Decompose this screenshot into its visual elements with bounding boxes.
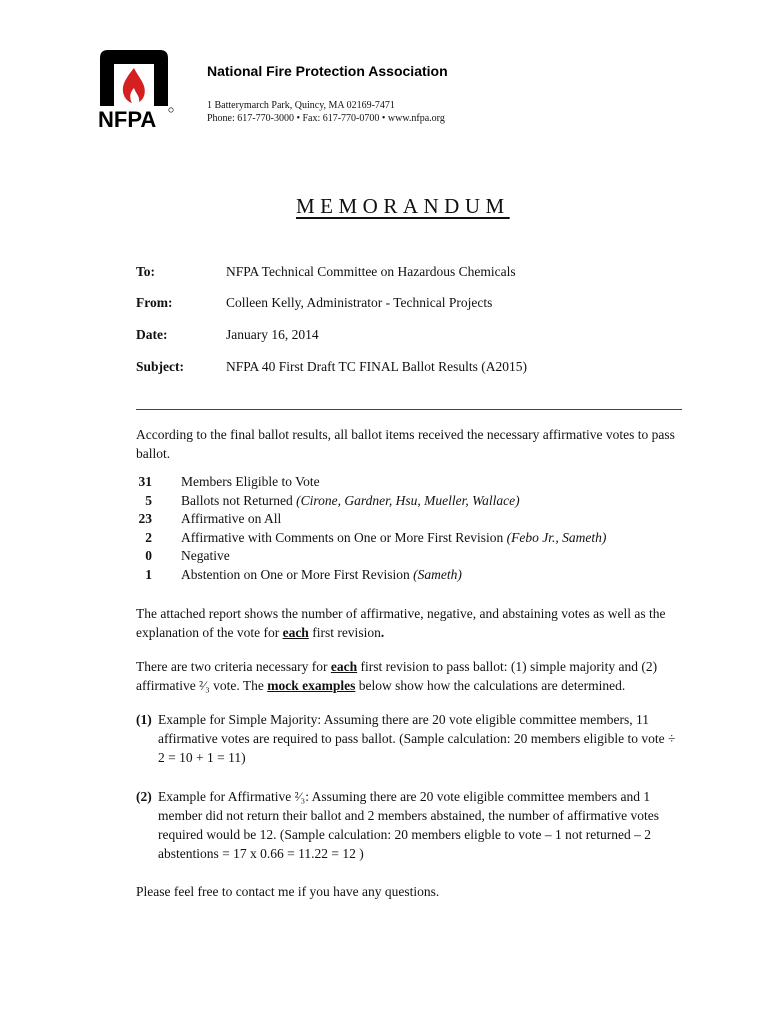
stat-row: 0 Negative (145, 548, 230, 563)
svg-text:NFPA: NFPA (98, 107, 157, 130)
ballot-stats (136, 474, 606, 585)
stat-row: 31 Members Eligible to Vote (138, 474, 320, 489)
criterion-1 (136, 710, 682, 767)
memo-title: MEMORANDUM (296, 194, 510, 218)
org-address: 1 Batterymarch Park, Quincy, MA 02169-7471 (207, 100, 395, 111)
each-emphasis: each (330, 659, 358, 674)
criterion-text: Example for Affirmative ²⁄₃: Assuming there are 20 vote eligible committee members and 1 member did not return their ballot and 2 members abstained, the number of affirmative votes required would be 12. (Sample calculation: 20 members eligble to vote – 1 not returned – 2 abstentions = 17 x 0.66 = 11.22 = 12 ) (158, 789, 659, 861)
criterion-number: (1) (136, 712, 152, 727)
each-emphasis: each (282, 625, 309, 640)
header-divider (136, 409, 682, 410)
closing-line: Please feel free to contact me if you have any questions. (136, 884, 440, 899)
org-contact: Phone: 617-770-3000 • Fax: 617-770-0700 • www.nfpa.org (207, 113, 445, 124)
nfpa-logo (96, 46, 174, 130)
date-label: Date: (136, 327, 168, 342)
to-value: NFPA Technical Committee on Hazardous Chemicals (226, 264, 516, 279)
to-label: To: (136, 264, 156, 279)
to-field (136, 264, 516, 280)
criterion-2 (136, 787, 682, 863)
date-value: January 16, 2014 (226, 327, 319, 342)
subject-field (136, 359, 527, 375)
mock-examples-emphasis: mock examples (267, 678, 356, 693)
subject-label: Subject: (136, 359, 184, 374)
subject-value: NFPA 40 First Draft TC FINAL Ballot Results (A2015) (226, 359, 528, 374)
from-value: Colleen Kelly, Administrator - Technical Projects (226, 295, 493, 310)
nfpa-logo-icon (96, 46, 174, 130)
stat-row: 5 Ballots not Returned (Cirone, Gardner, Hsu, Mueller, Wallace) (145, 492, 520, 508)
from-label: From: (136, 295, 173, 310)
report-paragraph: The attached report shows the number of affirmative, negative, and abstaining votes as well as the explanation of the vote for each first revision. (136, 606, 666, 640)
stat-row: 1 Abstention on One or More First Revision (Sameth) (145, 566, 462, 582)
criterion-number: (2) (136, 789, 152, 804)
two-thirds-fraction: ²⁄₃ (294, 789, 306, 804)
letterhead (207, 63, 448, 125)
from-field (136, 295, 492, 311)
stat-row: 2 Affirmative with Comments on One or More First Revision (Febo Jr., Sameth) (145, 529, 607, 545)
two-thirds-fraction: ²⁄₃ (199, 678, 210, 693)
intro-paragraph: According to the final ballot results, all ballot items received the necessary affirmative votes to pass ballot. (136, 427, 675, 461)
stat-row: 23 Affirmative on All (138, 511, 282, 526)
date-field (136, 327, 319, 343)
criterion-text: Example for Simple Majority: Assuming there are 20 vote eligible committee members, 11 affirmative votes are required to pass ballot. (Sample calculation: 20 members eligible to vote ÷ 2 = 10 + 1 = 11) (158, 712, 676, 765)
criteria-paragraph: There are two criteria necessary for each first revision to pass ballot: (1) simple majority and (2) affirmative ²⁄₃ vote. The mock examples below show how the calculations are determined. (136, 659, 658, 693)
org-name: National Fire Protection Association (207, 63, 448, 79)
